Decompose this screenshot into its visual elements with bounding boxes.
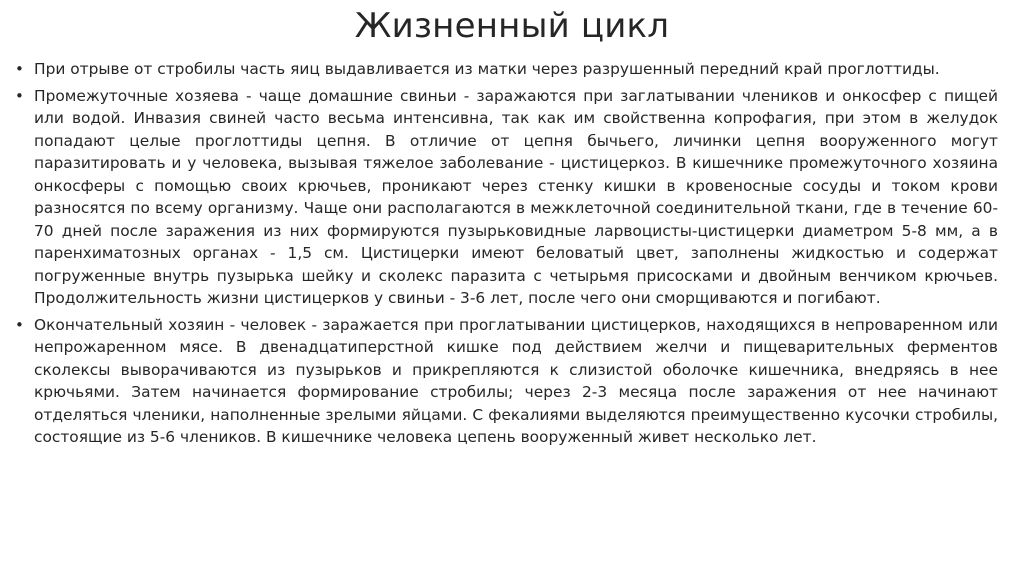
bullet-text: Промежуточные хозяева - чаще домашние свиньи - заражаются при заглатывании члеников и онкосфер с пищей или водой. Инвазия свиней часто весьма интенсивна, так как им свойственна копрофагия, при этом в желудок попадают целые проглоттиды цепня. В отличие от цепня бычьего, личинки цепня вооруженного могут паразитировать и у человека, вызывая тяжелое заболевание - цистицеркоз. В кишечнике промежуточного хозяина онкосферы с помощью своих крючьев, проникают через стенку кишки в кровеносные сосуды и током крови разносятся по всему организму. Чаще они располагаются в межклеточной соединительной ткани, где в течение 60-70 дней после заражения из них формируются пузырьковидные ларвоцисты-цистицерки диаметром 5-8 мм, а в паренхиматозных органах - 1,5 см. Цистицерки имеют беловатый цвет, заполнены жидкостью и содержат погруженные внутрь пузырька шейку и сколекс паразита с четырьмя присосками и двойным венчиком крючьев. Продолжительность жизни цистицерков у свиньи - 3-6 лет, после чего они сморщиваются и погибают. [34,86,998,307]
bullet-icon: • [15,86,24,105]
bullet-text: При отрыве от стробилы часть яиц выдавливается из матки через разрушенный передний край проглоттиды. [34,60,940,78]
slide-title: Жизненный цикл [354,6,670,46]
bullet-icon: • [15,60,24,78]
bullet-item-intro [14,58,998,81]
bullet-item-definitive-host [14,314,998,449]
bullet-icon: • [15,315,24,334]
bullet-text: Окончательный хозяин - человек - заражается при проглатывании цистицерков, находящихся в непроваренном или непрожаренном мясе. В двенадцатиперстной кишке под действием желчи и пищеварительных ферментов сколексы выворачиваются из пузырьков и прикрепляются к слизистой оболочке кишечника, внедряясь в нее крючьями. Затем начинается формирование стробилы; через 2-3 месяца после заражения от нее начинают отделяться членики, наполненные зрелыми яйцами. С фекалиями выделяются преимущественно кусочки стробилы, состоящие из 5-6 члеников. В кишечнике человека цепень вооруженный живет несколько лет. [34,315,998,446]
bullet-list [14,58,998,453]
bullet-item-intermediate-host [14,85,998,310]
